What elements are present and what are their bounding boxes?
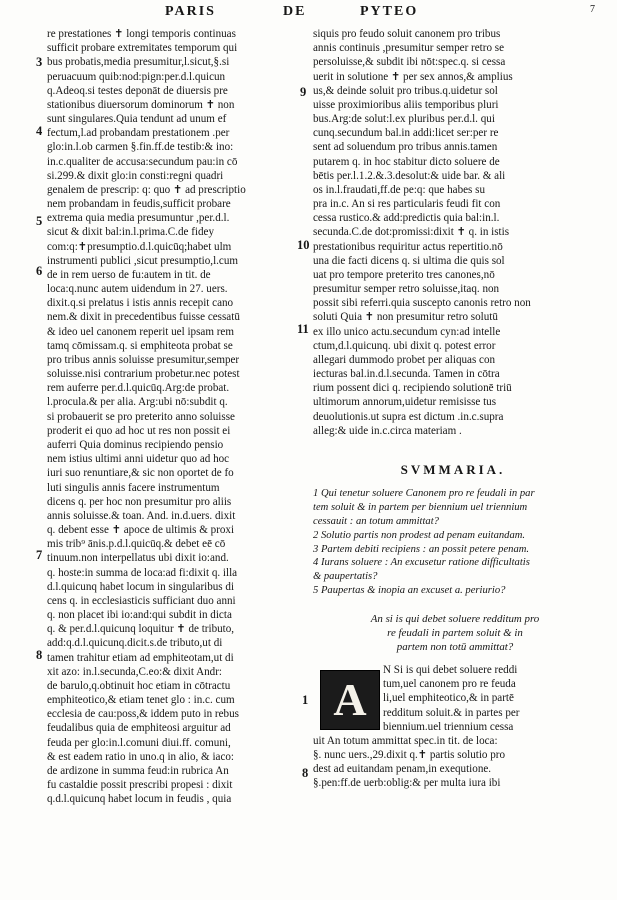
text-line: ex illo unico actu.secundum cyn:ad intelle <box>313 325 501 338</box>
text-line: redditum soluit.& in partes per <box>383 706 520 719</box>
initial-letter: A <box>333 674 367 725</box>
text-line: pro tribus annis soluisse presumitur,semper <box>47 353 240 366</box>
running-head-middle: DE <box>283 4 307 19</box>
text-line: putarem q. in hoc stabitur dicto soluere de <box>313 155 500 168</box>
text-line: q. hoste:in summa de loca:ad fi:dixit q. illa <box>47 566 238 579</box>
text-line: fu castaldie possit prescribi propesi : dixit <box>47 779 233 792</box>
text-line: l.procula.& per alia. Arg:ubi nō:subdit q. <box>47 396 228 409</box>
margin-number: 11 <box>297 322 309 336</box>
summary-item: 2 Solutio partis non prodest ad penam euitandam. <box>313 529 526 541</box>
title-line: re feudali in partem soluit & in <box>387 627 523 640</box>
text-line: glo:in.l.ob carmen §.fin.ff.de testib:& ino: <box>47 141 234 154</box>
summary-item: 4 Iurans soluere : An excusetur ratione difficultatis <box>313 557 530 569</box>
margin-number: 4 <box>36 124 43 138</box>
text-line: uit An totum ammittat spec.in tit. de loca: <box>313 734 498 747</box>
text-line: tamq cōmissam.q. si emphiteota probat se <box>47 339 233 352</box>
text-line: sufficit probare extremitates temporum qui <box>47 42 238 55</box>
text-line: alleg:& uide in.c.circa materiam . <box>313 424 462 437</box>
summary-item: tem soluit & in partem per biennium uel triennium <box>313 501 528 513</box>
margin-number: 7 <box>36 548 43 562</box>
text-line: sicut & dixit bal:in.l.prima.C.de fidey <box>47 226 214 239</box>
text-line: cunq.secundum bal.in addi:licet ser:per re <box>313 127 499 140</box>
margin-number: 9 <box>300 85 307 99</box>
text-line: persoluisse,& subdit ibi nōt:spec.q. si cessa <box>313 56 506 69</box>
margin-number: 1 <box>302 693 309 707</box>
text-line: sunt singulares.Quia tendunt ad unum ef <box>47 113 227 126</box>
text-line: nem istius ultimi anni uidetur quo ad hoc <box>47 453 230 466</box>
text-line: una die facti dicens q. si ultima die quis sol <box>313 254 505 267</box>
text-line: uat pro tempore preterito tres canones,nō <box>313 268 495 281</box>
summary-item: 1 Qui tenetur soluere Canonem pro re feudali in par <box>313 488 535 499</box>
text-line: q. & per.d.l.quicunq loquitur ✝ de tributo, <box>47 623 235 636</box>
text-line: mis trib⁹ ānis.p.d.l.quicūq.& debet eē cō <box>47 538 226 551</box>
text-line: secunda.C.de dot:promissi:dixit ✝ q. in istis <box>313 226 510 239</box>
left-column-text <box>47 27 305 806</box>
text-line: dixit.q.si prelatus i istis annis recepit cano <box>47 297 234 310</box>
text-line: tinuum.non interpellatus ubi dixit io:and. <box>47 552 229 565</box>
text-line: si probauerit se pro preterito anno soluisse <box>47 410 235 423</box>
text-line: dicens q. per hoc non presumitur pro aliis <box>47 495 232 508</box>
text-line: feudalibus quia de emphiteosi arguitur ad <box>47 722 231 735</box>
text-line: feuda per glo:in.l.comuni diui.ff. comuni, <box>47 736 231 749</box>
text-line: ecclesia de cau:poss,& iddem puto in rebus <box>47 708 239 721</box>
text-line: cessa rustico.& add:predictis quia bal:in.l. <box>313 212 500 225</box>
text-line: pra in.c. An si res particularis feudi fit con <box>313 198 501 211</box>
running-head <box>0 4 617 26</box>
text-line: os in.l.fraudati,ff.de pe:q: que habes su <box>313 183 486 196</box>
title-line: An si is qui debet soluere redditum pro <box>370 613 540 625</box>
text-line: prestationibus requiritur actus repertitio.nō <box>313 240 503 253</box>
summary-item: 3 Partem debiti recipiens : an possit petere penam. <box>313 543 530 555</box>
chapter-body-text <box>313 663 596 791</box>
text-line: ctum,d.l.quicunq. ubi dixit q. potest error <box>313 339 496 352</box>
text-line: tamen trahitur etiam ad emphiteotam,ut di <box>47 651 234 664</box>
text-line: proderit ei quo ad hoc ut res non possit ei <box>47 424 231 437</box>
margin-number: 6 <box>36 264 43 278</box>
text-line: auferri Quia dominus recipiendo pensio <box>47 438 224 451</box>
text-line: emphiteotico,& etiam tenet glo : in.c. cum <box>47 694 235 707</box>
text-line: luti singulis annis facere instrumentum <box>47 481 220 494</box>
text-line: deuolutionis.ut supra est dictum .in.c.supra <box>313 410 504 423</box>
text-line: com:q:✝presumptio.d.l.quicūq;habet ulm <box>47 240 232 253</box>
text-line: fectum,l.ad probandam prestationem .per <box>47 127 230 140</box>
text-line: rium possent dici q. recipiendo solutionē triū <box>313 382 512 395</box>
text-line: uisse proximioribus aliis temporibus pluri <box>313 98 499 111</box>
text-line: ultimorum annorum,uidetur remisisse tus <box>313 396 497 409</box>
text-line: sent ad soluendum pro tribus annis.tamen <box>313 141 498 154</box>
margin-number: 5 <box>36 214 43 228</box>
text-line: soluti Quia ✝ non presumitur retro solutū <box>313 311 498 324</box>
text-line: li,uel emphiteotico,& in partē <box>383 692 514 705</box>
text-line: q.Adeoq.si testes deponāt de diuersis pre <box>47 84 228 97</box>
text-line: presumitur semper retro soluisse,itaq. non <box>313 283 500 296</box>
text-line: loca:q.nunc autem uidendum in 27. uers. <box>47 283 228 296</box>
text-line: iuri suo renuntiare,& sic non oportet de fo <box>47 467 234 480</box>
running-head-left: PARIS <box>165 4 216 19</box>
text-line: d.l.quicunq habet locum in singularibus di <box>47 580 235 593</box>
text-line: si.299.& dixit glo:in consti:regni quadri <box>47 169 224 182</box>
text-line: siquis pro feudo soluit canonem pro tribus <box>313 28 501 40</box>
text-line: de ardizone in summa feud:in rubrica An <box>47 764 229 777</box>
summaria-list <box>313 487 596 598</box>
right-column-text <box>313 27 596 438</box>
text-line: re prestationes ✝ longi temporis continuas <box>47 28 236 40</box>
text-line: q.d.l.quicunq habet locum in feudis , quia <box>47 793 232 806</box>
text-line: xit azo: in.l.secunda,C.eo:& dixit Andr: <box>47 665 223 678</box>
text-line: soluisse.nisi contrarium probetur.nec potest <box>47 368 240 381</box>
text-line: & est eadem ratio in uno.q in alio, & iaco: <box>47 750 235 763</box>
text-line: iecturas bal.in.d.l.secunda. Tamen in cōtra <box>313 368 500 381</box>
text-line: possit sibi referri.quia suscepto canonis retro non <box>313 297 531 310</box>
text-line: dest ad euitandam penam,in exequtione. <box>313 763 492 776</box>
text-line: N Si is qui debet soluere reddi <box>383 664 518 676</box>
text-line: q. non placet ibi io:and:qui subdit in dicta <box>47 609 232 622</box>
text-line: tum,uel canonem pro re feuda <box>383 678 516 691</box>
text-line: de in rem uerso de fu:autem in tit. de <box>47 268 211 281</box>
text-line: bētis per.l.1.2.&.3.desolut:& uide bar. & ali <box>313 169 506 182</box>
text-line: nem probandam in feudis,sufficit probare <box>47 198 231 211</box>
text-line: biennium.uel triennium cessa <box>383 720 514 733</box>
text-line: §. nunc uers.,29.dixit q.✝ partis solutio pro <box>313 749 506 762</box>
text-line: us,& deinde soluit pro tribus.q.uidetur sol <box>313 84 498 97</box>
text-line: & ideo uel canonem reperit uel ipsam rem <box>47 325 234 338</box>
text-line: §.pen:ff.de uerb:oblig:& per multa iura ibi <box>313 777 501 790</box>
text-line: cens q. in ecclesiasticis sufficiant duo anni <box>47 594 236 607</box>
text-line: annis soluisse.& toan. And. in.d.uers. dixit <box>47 509 236 522</box>
text-line: peruacuum quib:nod:pign:per.d.l.quicun <box>47 70 226 83</box>
text-line: stationibus diuersorum dominorum ✝ non <box>47 98 235 111</box>
text-line: genalem de prescrip: q: quo ✝ ad prescriptio <box>47 183 246 196</box>
text-line: q. debent esse ✝ apoce de ultimis & proxi <box>47 524 235 537</box>
text-line: extrema quia media presumuntur ,per.d.l. <box>47 212 230 225</box>
text-line: instrumenti publici ,sicut presumptio,l.cum <box>47 254 239 267</box>
text-line: add:q.d.l.quicunq.dicit.s.de tributo,ut di <box>47 637 223 650</box>
running-head-right: PYTEO <box>360 4 419 19</box>
text-line: rem auferre per.d.l.quicūq.Arg:de probat. <box>47 382 230 395</box>
margin-number: 10 <box>297 238 310 252</box>
summary-item: 5 Paupertas & inopia an excuset a. periurio? <box>313 585 506 597</box>
text-line: allegari dummodo probet per aliquas con <box>313 353 496 366</box>
folio-number: 7 <box>590 4 595 15</box>
summaria-heading: SVMMARIA. <box>400 462 506 477</box>
chapter-title <box>320 612 590 655</box>
text-line: bus probatis,media presumitur,l.sicut,§.si <box>47 56 230 69</box>
margin-number: 3 <box>36 55 43 69</box>
summary-item: cessauit : an totum ammittat? <box>313 515 439 527</box>
summary-item: & paupertatis? <box>313 571 378 583</box>
text-line: annis continuis ,presumitur semper retro se <box>313 42 505 55</box>
margin-number: 8 <box>302 766 309 780</box>
margin-number: 8 <box>36 648 43 662</box>
title-line: partem non totū ammittat? <box>396 641 514 654</box>
text-line: nem.& dixit in precedentibus fuisse cessatū <box>47 311 240 324</box>
text-line: uerit in solutione ✝ per sex annos,& amplius <box>313 70 513 83</box>
text-line: de barulo,q.obtinuit hoc etiam in cōtractu <box>47 679 231 692</box>
text-line: bus.Arg:de solut:l.ex pluribus per.d.l. qui <box>313 113 495 126</box>
text-line: in.c.qualiter de accusa:secundum pau:in cō <box>47 155 238 168</box>
